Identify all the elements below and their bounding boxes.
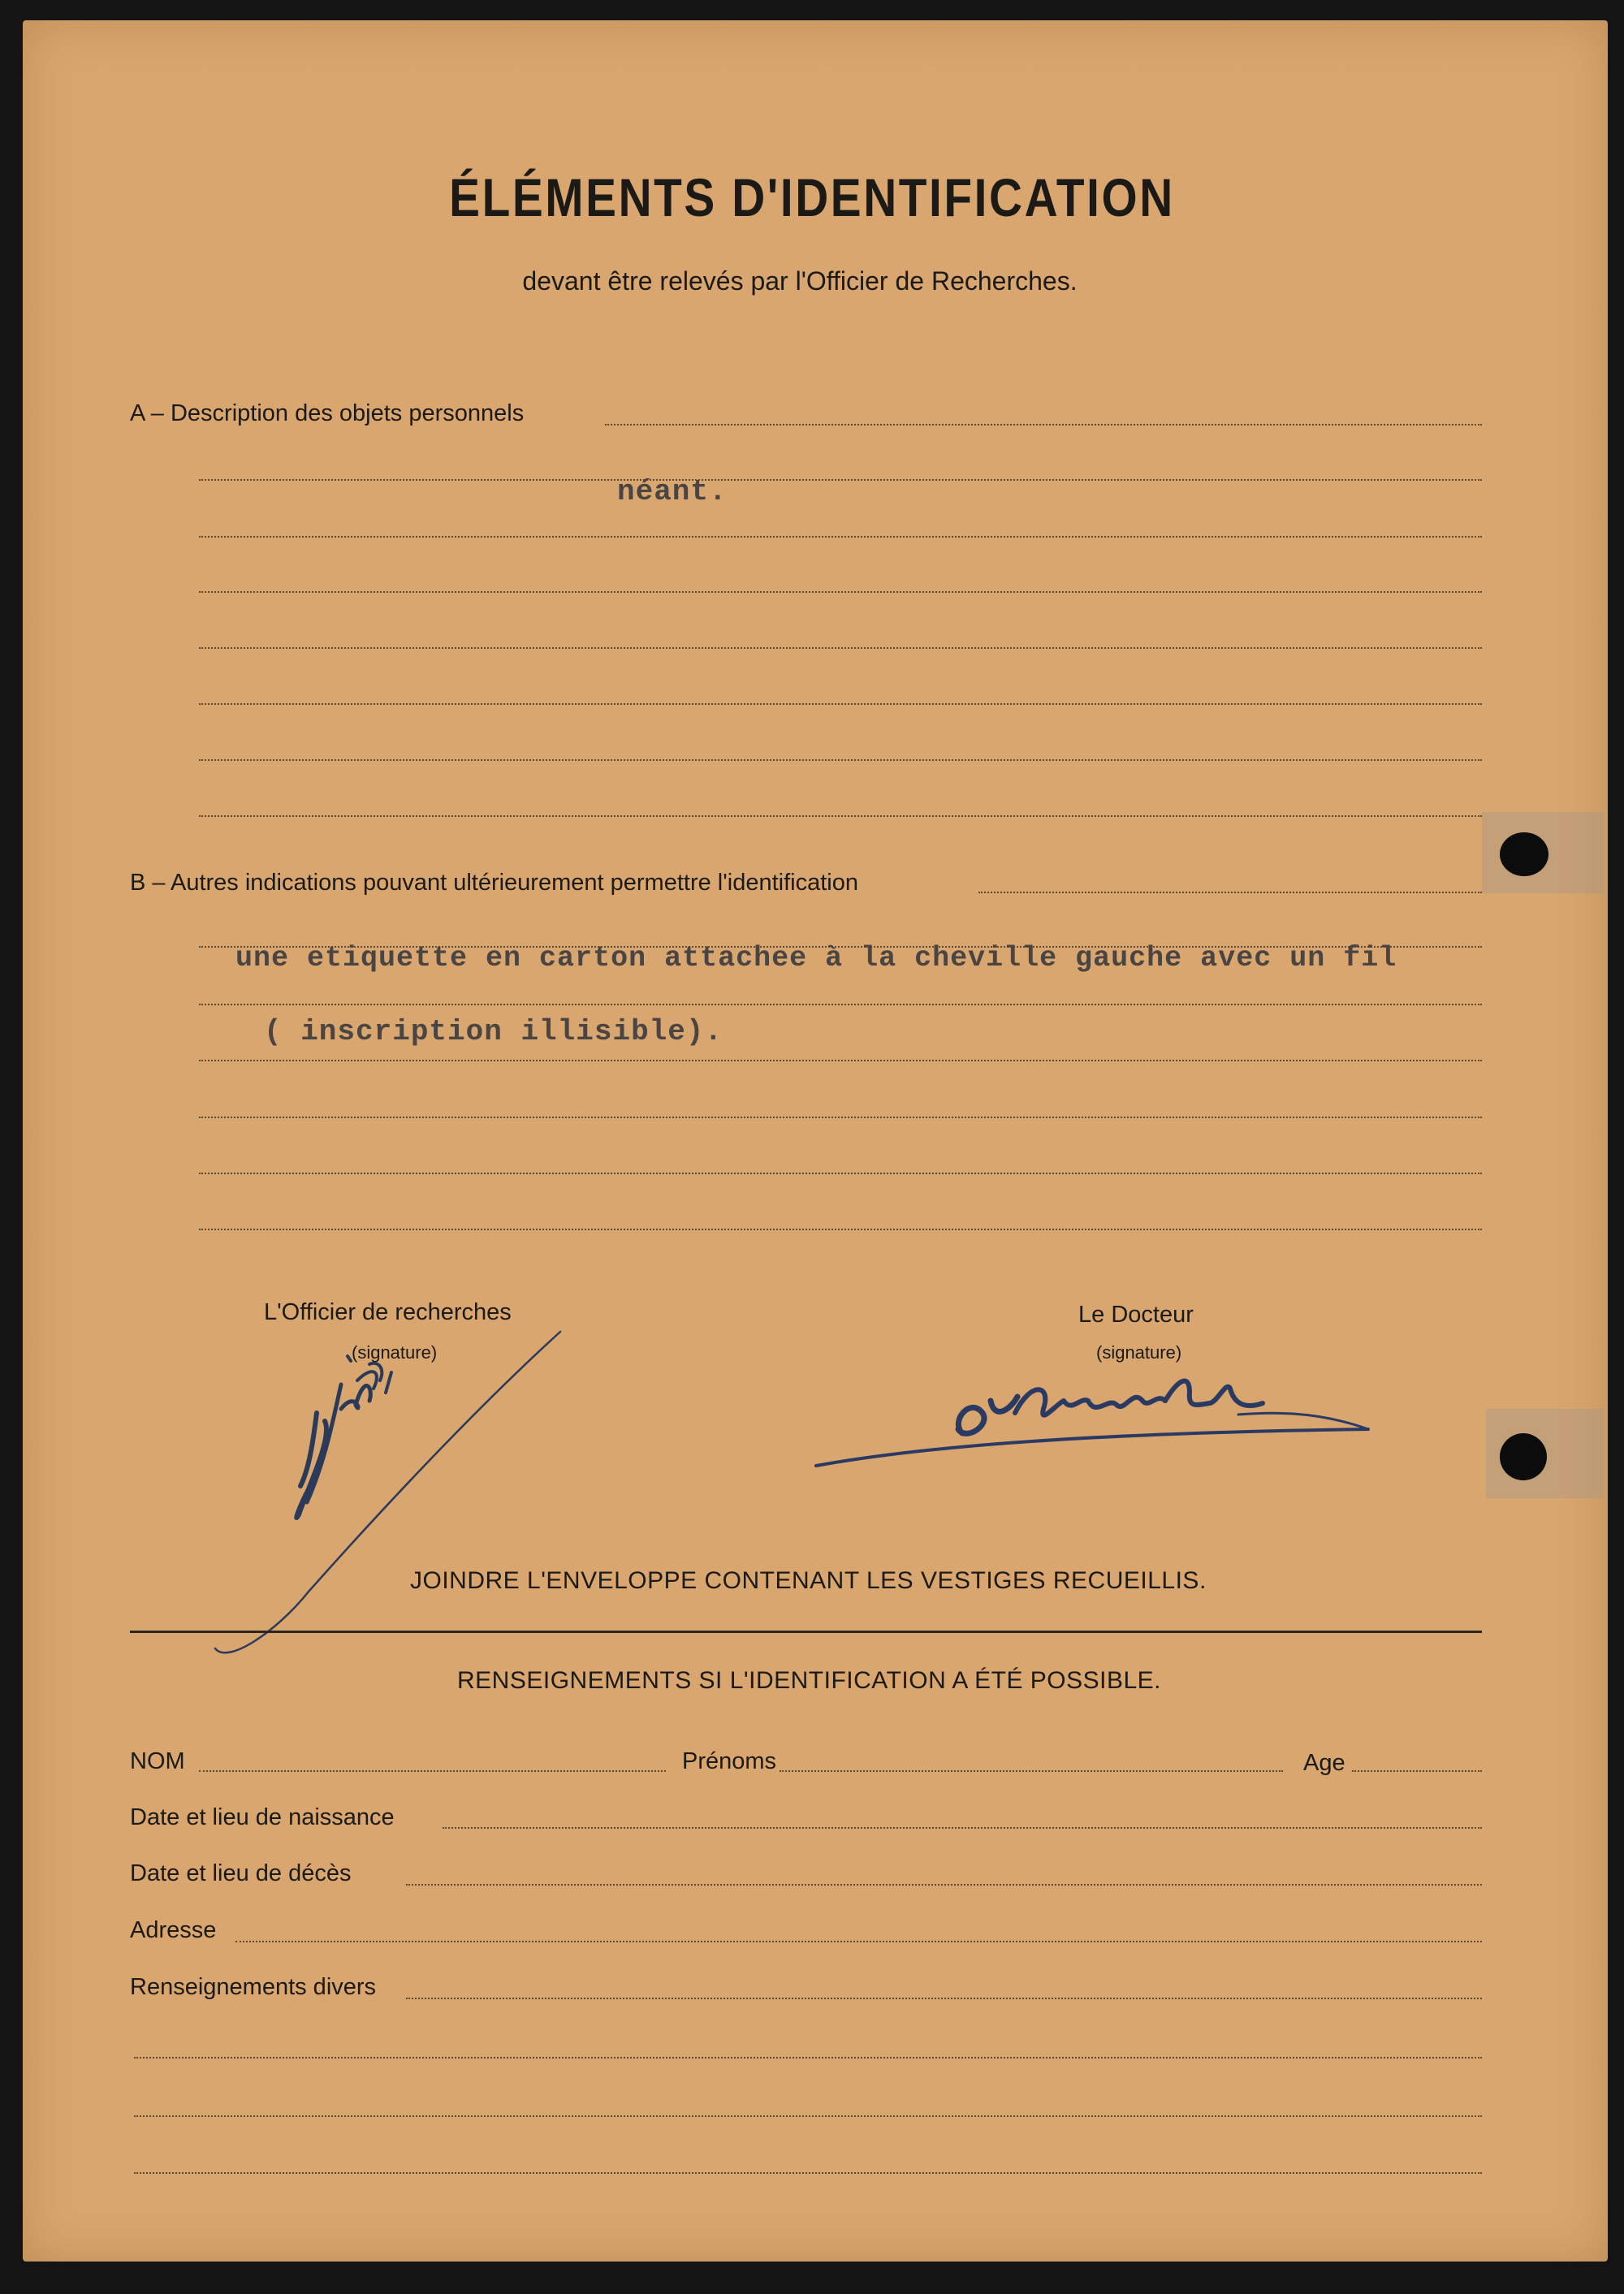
doctor-label: Le Docteur bbox=[1078, 1302, 1194, 1328]
section-divider bbox=[130, 1631, 1482, 1633]
officer-signature bbox=[211, 1324, 577, 1657]
officer-sublabel: (signature) bbox=[352, 1342, 438, 1363]
age-label: Age bbox=[1303, 1750, 1345, 1776]
document-subtitle: devant être relevés par l'Officier de Recherches. bbox=[522, 266, 1078, 296]
nom-label: NOM bbox=[130, 1748, 185, 1774]
naissance-label: Date et lieu de naissance bbox=[130, 1804, 395, 1830]
section-a-line-2 bbox=[199, 479, 1482, 481]
prenoms-label: Prénoms bbox=[682, 1748, 777, 1774]
punch-hole-lower bbox=[1500, 1433, 1547, 1480]
section-a-line-8 bbox=[199, 815, 1482, 817]
section-a-typed-text: néant. bbox=[617, 475, 728, 508]
section-a-line-4 bbox=[199, 591, 1482, 593]
section-b-line-4 bbox=[199, 1060, 1482, 1061]
divers-field-4[interactable] bbox=[134, 2172, 1482, 2174]
section-b-line-6 bbox=[199, 1173, 1482, 1174]
nom-field[interactable] bbox=[199, 1770, 666, 1772]
divers-field-1[interactable] bbox=[406, 1998, 1482, 1999]
section-a-line-7 bbox=[199, 759, 1482, 761]
deces-label: Date et lieu de décès bbox=[130, 1860, 352, 1886]
age-field[interactable] bbox=[1352, 1770, 1482, 1772]
prenoms-field[interactable] bbox=[780, 1770, 1283, 1772]
section-a-line-3 bbox=[199, 536, 1482, 538]
adresse-label: Adresse bbox=[130, 1917, 217, 1943]
section-a-line-1 bbox=[605, 424, 1482, 426]
identification-heading: RENSEIGNEMENTS SI L'IDENTIFICATION A ÉTÉ POSSIBLE. bbox=[457, 1667, 1162, 1694]
enclosure-instruction: JOINDRE L'ENVELOPPE CONTENANT LES VESTIGES RECUEILLIS. bbox=[410, 1567, 1207, 1594]
adresse-field[interactable] bbox=[235, 1941, 1482, 1942]
section-b-typed-line-2: ( inscription illisible). bbox=[264, 1015, 723, 1048]
officer-label: L'Officier de recherches bbox=[264, 1299, 512, 1325]
divers-field-3[interactable] bbox=[134, 2115, 1482, 2117]
section-a-line-6 bbox=[199, 703, 1482, 705]
section-b-line-3 bbox=[199, 1004, 1482, 1005]
naissance-field[interactable] bbox=[443, 1827, 1482, 1829]
divers-label: Renseignements divers bbox=[130, 1974, 377, 2000]
divers-field-2[interactable] bbox=[134, 2057, 1482, 2059]
section-b-line-7 bbox=[199, 1229, 1482, 1230]
deces-field[interactable] bbox=[406, 1884, 1482, 1886]
section-b-label: B – Autres indications pouvant ultérieurement permettre l'identification bbox=[130, 870, 858, 896]
document-page bbox=[23, 20, 1608, 2262]
doctor-signature bbox=[808, 1364, 1393, 1478]
section-a-line-5 bbox=[199, 647, 1482, 649]
section-a-label: A – Description des objets personnels bbox=[130, 400, 525, 426]
document-title: ÉLÉMENTS D'IDENTIFICATION bbox=[449, 167, 1175, 227]
doctor-sublabel: (signature) bbox=[1096, 1342, 1182, 1363]
section-b-typed-line-1: une etiquette en carton attachee à la cheville gauche avec un fil bbox=[235, 942, 1397, 974]
section-b-line-5 bbox=[199, 1117, 1482, 1118]
punch-hole-upper bbox=[1500, 832, 1548, 876]
section-b-line-1 bbox=[978, 892, 1482, 893]
